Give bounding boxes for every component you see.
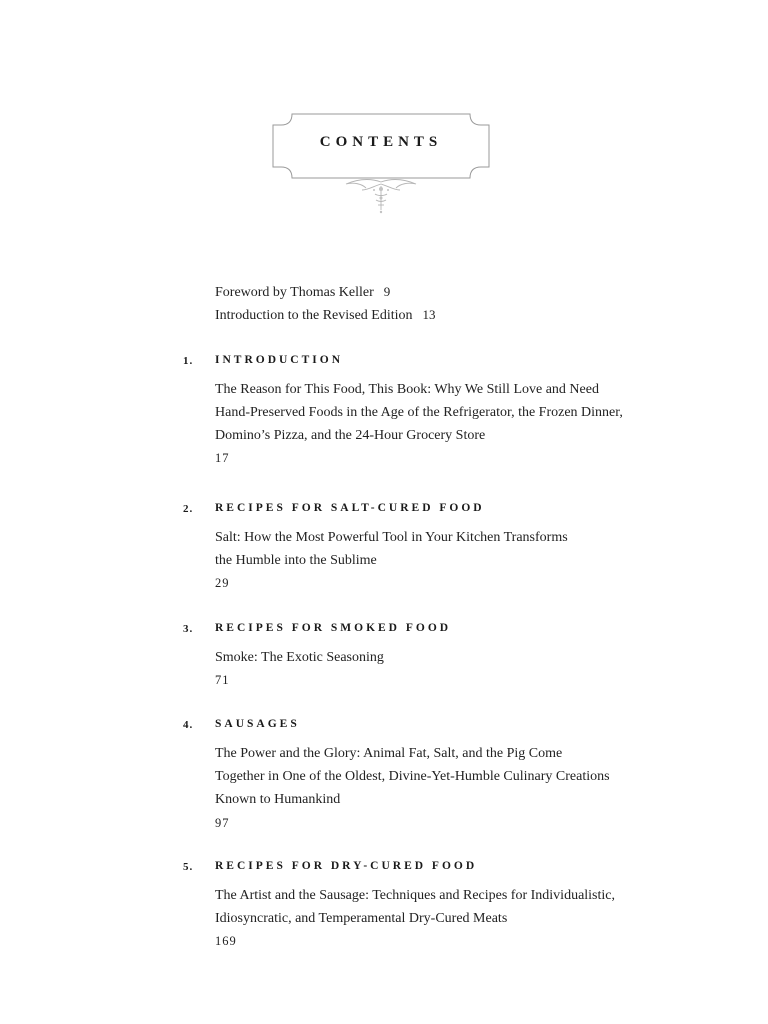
- chapter-number: 1.: [183, 355, 194, 367]
- entry-page: 13: [422, 307, 436, 322]
- chapter-page-number: 97: [215, 816, 230, 830]
- flourish-ornament-icon: [340, 176, 422, 216]
- chapter-title[interactable]: RECIPES FOR SMOKED FOOD: [215, 622, 452, 634]
- chapter-title[interactable]: INTRODUCTION: [215, 354, 344, 366]
- chapter-description: [215, 526, 645, 572]
- chapter-description: [215, 646, 645, 669]
- description-line: Idiosyncratic, and Temperamental Dry-Cured Meats: [215, 911, 508, 926]
- chapter-title[interactable]: RECIPES FOR DRY-CURED FOOD: [215, 860, 478, 872]
- chapter-description: [215, 742, 645, 811]
- chapter-number: 5.: [183, 861, 194, 873]
- front-matter-entry[interactable]: [215, 284, 390, 301]
- chapter-title[interactable]: SAUSAGES: [215, 718, 300, 730]
- description-line: The Reason for This Food, This Book: Why We Still Love and Need: [215, 382, 599, 397]
- chapter-description: [215, 884, 645, 930]
- description-line: Salt: How the Most Powerful Tool in Your Kitchen Transforms: [215, 530, 568, 545]
- front-matter-entry[interactable]: [215, 307, 436, 324]
- description-line: Together in One of the Oldest, Divine-Yet-Humble Culinary Creations: [215, 769, 610, 784]
- description-line: the Humble into the Sublime: [215, 553, 377, 568]
- description-line: Domino’s Pizza, and the 24-Hour Grocery Store: [215, 428, 486, 443]
- description-line: Known to Humankind: [215, 792, 341, 807]
- chapter-page-number: 17: [215, 451, 230, 465]
- description-line: Hand-Preserved Foods in the Age of the Refrigerator, the Frozen Dinner,: [215, 405, 623, 420]
- page-title: CONTENTS: [319, 134, 443, 150]
- entry-title: Introduction to the Revised Edition: [215, 308, 413, 323]
- chapter-title[interactable]: RECIPES FOR SALT-CURED FOOD: [215, 502, 485, 514]
- description-line: The Power and the Glory: Animal Fat, Salt, and the Pig Come: [215, 746, 563, 761]
- entry-title: Foreword by Thomas Keller: [215, 285, 374, 300]
- entry-page: 9: [383, 284, 391, 299]
- description-line: Smoke: The Exotic Seasoning: [215, 650, 384, 665]
- chapter-number: 2.: [183, 503, 194, 515]
- chapter-description: [215, 378, 645, 447]
- description-line: The Artist and the Sausage: Techniques and Recipes for Individualistic,: [215, 888, 615, 903]
- chapter-page-number: 169: [215, 934, 237, 948]
- chapter-number: 4.: [183, 719, 194, 731]
- chapter-page-number: 29: [215, 576, 230, 590]
- chapter-page-number: 71: [215, 673, 230, 687]
- chapter-number: 3.: [183, 623, 194, 635]
